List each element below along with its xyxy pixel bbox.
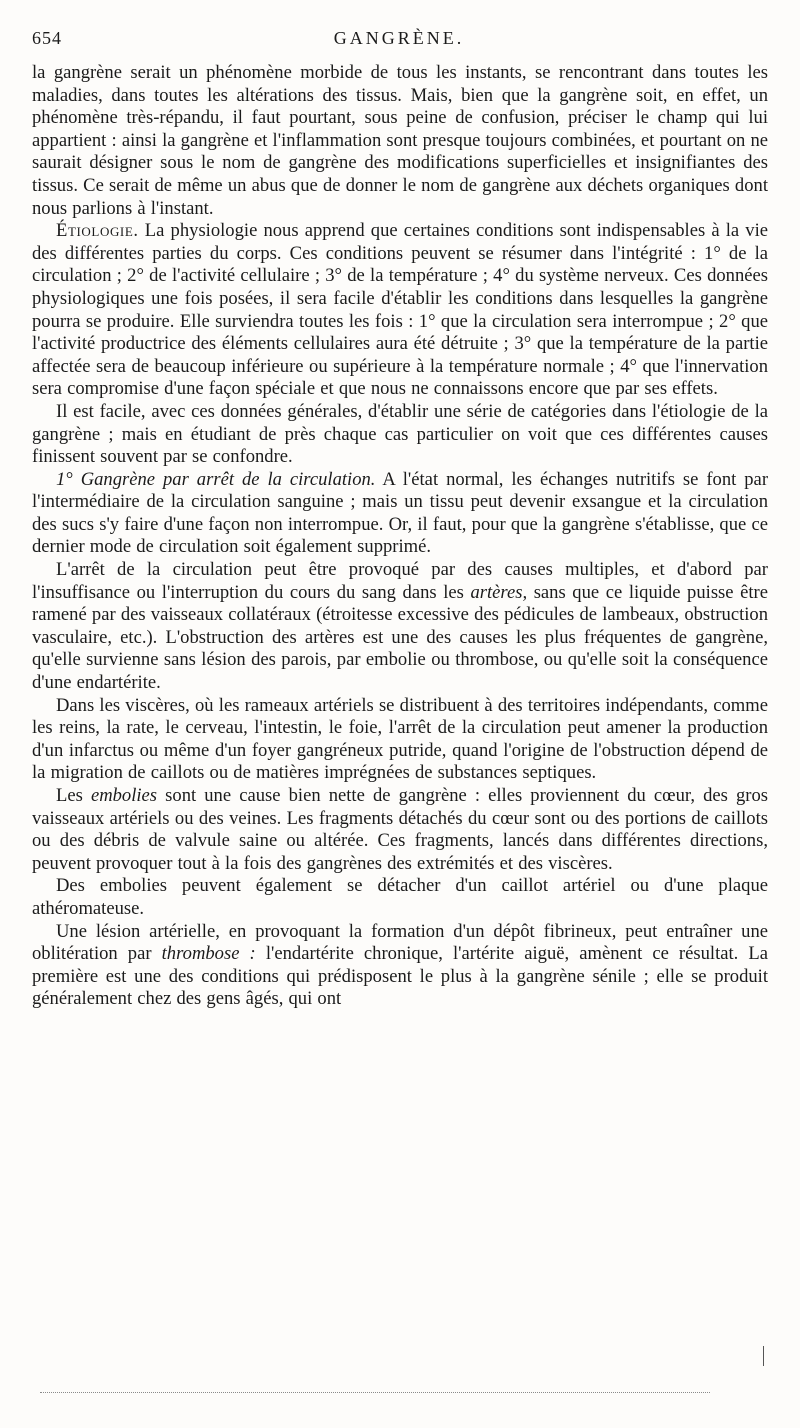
paragraph-text-before: Les	[56, 785, 91, 806]
page-number: 654	[32, 28, 62, 48]
paragraph-plaque	[32, 875, 768, 920]
emphasis-arteres: artères,	[470, 581, 528, 603]
paragraph-continuation	[32, 62, 768, 220]
paragraph-visceres	[32, 695, 768, 785]
paragraph-text: sont une cause bien nette de gangrène : elles proviennent du cœur, des gros vaisseaux artériels ou des veines. Les fragments détachés du cœur sont ou des portions de caillots ou des débris de valvule saine ou altérée. Ces fragments, lancés dans différentes directions, peuvent provoquer tout à la fois des gangrènes des extrémités et des viscères.	[32, 785, 768, 874]
paragraph-text: sans que ce liquide puisse être ramené par des vaisseaux collatéraux (étroitesse excessive des pédicules de lambeaux, obstruction vasculaire, etc.). L'obstruction des artères est une des causes les plus fréquentes de gangrène, qu'elle survienne sans lésion des parois, par embolie ou thrombose, ou qu'elle soit la conséquence d'une endartérite.	[32, 581, 768, 694]
paragraph-arteres	[32, 559, 768, 695]
paragraph-text: Dans les viscères, où les rameaux artériels se distribuent à des territoires indépendants, comme les reins, la rate, le cerveau, l'intestin, le foie, l'arrêt de la circulation peut amener la production d'un infarctus ou même d'un foyer gangréneux putride, quand l'origine de l'obstruction dépend de la migration de caillots ou de matières imprégnées de substances septiques.	[32, 694, 768, 784]
subsection-heading: 1° Gangrène par arrêt de la circulation.	[56, 468, 376, 490]
section-heading-etiologie: Étiologie.	[56, 220, 139, 242]
emphasis-thrombose: thrombose :	[161, 943, 256, 965]
running-header	[32, 28, 766, 56]
emphasis-embolies: embolies	[90, 785, 158, 806]
paragraph-etiologie	[32, 220, 768, 401]
paragraph-arret-circulation	[32, 469, 768, 559]
running-title: GANGRÈNE.	[333, 28, 465, 48]
paragraph-text: La physiologie nous apprend que certaines conditions sont indispensables à la vie des différentes parties du corps. Ces conditions peuvent se résumer dans l'intégrité : 1° de la circulation ; 2° de l'activité cellulaire ; 3° de la température ; 4° du système nerveux. Ces données physiologiques une fois posées, il sera facile d'établir les conditions dans lesquelles la gangrène pourra se produire. Elle surviendra toutes les fois : 1° que la circulation sera interrompue ; 2° que l'activité productrice des éléments cellulaires aura été détruite ; 3° que la température de la partie affectée sera de beaucoup inférieure ou supérieure à la température normale ; 4° que l'innervation sera compromise d'une façon spéciale et que nous ne connaissons encore que par ses effets.	[32, 220, 768, 400]
paragraph-text: Des embolies peuvent également se détacher d'un caillot artériel ou d'une plaque athéromateuse.	[32, 875, 768, 919]
paragraph-text: A l'état normal, les échanges nutritifs se font par l'intermédiaire de la circulation sanguine ; mais un tissu peut devenir exsangue et la circulation des sucs s'y faire d'une façon non interrompue. Or, il faut, pour que la gangrène s'établisse, que ce dernier mode de circulation soit également supprimé.	[32, 468, 769, 558]
paragraph-text-before: L'arrêt de la circulation peut être provoqué par des causes multiples, et d'abord par l'insuffisance ou l'interruption du cours du sang dans les	[32, 559, 768, 603]
paragraph-categories	[32, 401, 768, 469]
paragraph-thrombose	[32, 921, 768, 1011]
paragraph-text: l'endartérite chronique, l'artérite aiguë, amènent ce résultat. La première est une des conditions qui prédisposent le plus à la gangrène sénile ; elle se produit généralement chez des gens âgés, qui ont	[32, 943, 769, 1010]
paragraph-text: Il est facile, avec ces données générales, d'établir une série de catégories dans l'étiologie de la gangrène ; mais en étudiant de près chaque cas particulier on voit que ces différentes causes finissent souvent par se confondre.	[32, 400, 768, 468]
body-text	[32, 62, 768, 1011]
scan-edge-mark	[763, 1346, 764, 1366]
bottom-dotted-rule	[40, 1392, 710, 1393]
paragraph-text-before: Une lésion artérielle, en provoquant la formation d'un dépôt fibrineux, peut entraîner une oblitération par	[32, 920, 768, 965]
paragraph-embolies	[32, 785, 768, 875]
paragraph-text: la gangrène serait un phénomène morbide de tous les instants, se rencontrant dans toutes les maladies, dans toutes les altérations des tissus. Mais, bien que la gangrène soit, en effet, un phénomène très-répandu, il faut pourtant, sous peine de confusion, préciser le champ qui lui appartient : ainsi la gangrène et l'inflammation sont presque toujours combinées, et pourtant on ne saurait désigner sous le nom de gangrène des modifications superficielles et insignifiantes des tissus. Ce serait de même un abus que de donner le nom de gangrène aux déchets organiques dont nous parlions à l'instant.	[32, 62, 768, 219]
